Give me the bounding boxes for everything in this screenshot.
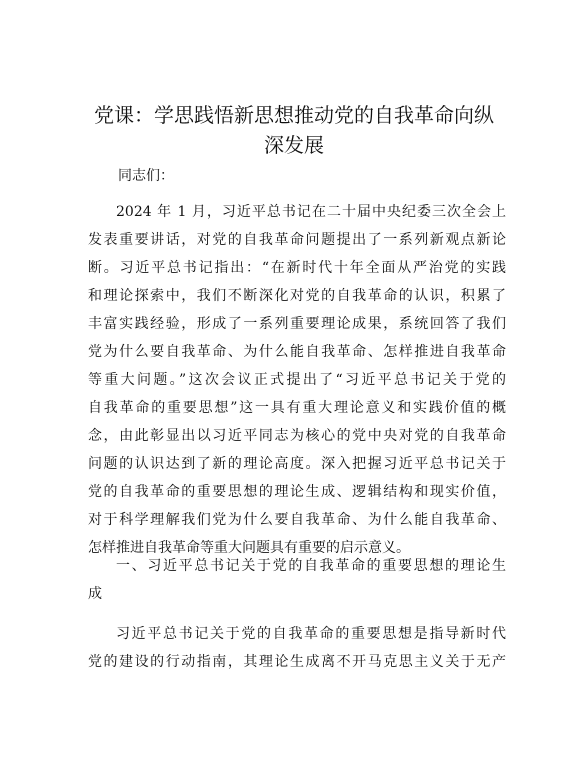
- heading-line: 一、习近平总书记关于党的自我革命的重要思想的理论生: [116, 558, 506, 574]
- paragraph-line: 和理论探索中，我们不断深化对党的自我革命的认识，积累了: [88, 288, 506, 304]
- paragraph-line: 问题的认识达到了新的理论高度。深入把握习近平总书记关于: [88, 456, 506, 472]
- paragraph-line: 2024 年 1 月，习近平总书记在二十届中央纪委三次全会上: [116, 204, 506, 220]
- title-line-2: 深发展: [264, 133, 324, 157]
- paragraph-line: 党的自我革命的重要思想的理论生成、逻辑结构和现实价值，: [88, 484, 506, 500]
- paragraph-line: 对于科学理解我们党为什么要自我革命、为什么能自我革命、: [88, 512, 506, 528]
- document-title: [86, 100, 502, 160]
- paragraph-line: 党的建设的行动指南，其理论生成离不开马克思主义关于无产: [88, 654, 506, 670]
- section-heading-1: [88, 552, 506, 608]
- paragraph-line: 怎样推进自我革命等重大问题具有重要的启示意义。: [88, 540, 410, 556]
- paragraph-line: 发表重要讲话，对党的自我革命问题提出了一系列新观点新论: [88, 232, 506, 248]
- greeting: 同志们：: [118, 168, 174, 184]
- paragraph-line: 丰富实践经验，形成了一系列重要理论成果，系统回答了我们: [88, 316, 506, 332]
- paragraph-line: 念，由此彰显出以习近平同志为核心的党中央对党的自我革命: [88, 428, 506, 444]
- paragraph-2: [88, 620, 506, 676]
- heading-line: 成: [88, 586, 102, 602]
- paragraph-line: 习近平总书记关于党的自我革命的重要思想是指导新时代: [116, 626, 506, 642]
- paragraph-line: 自我革命的重要思想”这一具有重大理论意义和实践价值的概: [88, 400, 506, 416]
- paragraph-line: 等重大问题。”这次会议正式提出了“习近平总书记关于党的: [88, 372, 506, 388]
- title-line-1: 党课：学思践悟新思想推动党的自我革命向纵: [94, 103, 494, 127]
- paragraph-1: [88, 198, 506, 562]
- paragraph-line: 断。习近平总书记指出：“在新时代十年全面从严治党的实践: [88, 260, 506, 276]
- paragraph-line: 党为什么要自我革命、为什么能自我革命、怎样推进自我革命: [88, 344, 506, 360]
